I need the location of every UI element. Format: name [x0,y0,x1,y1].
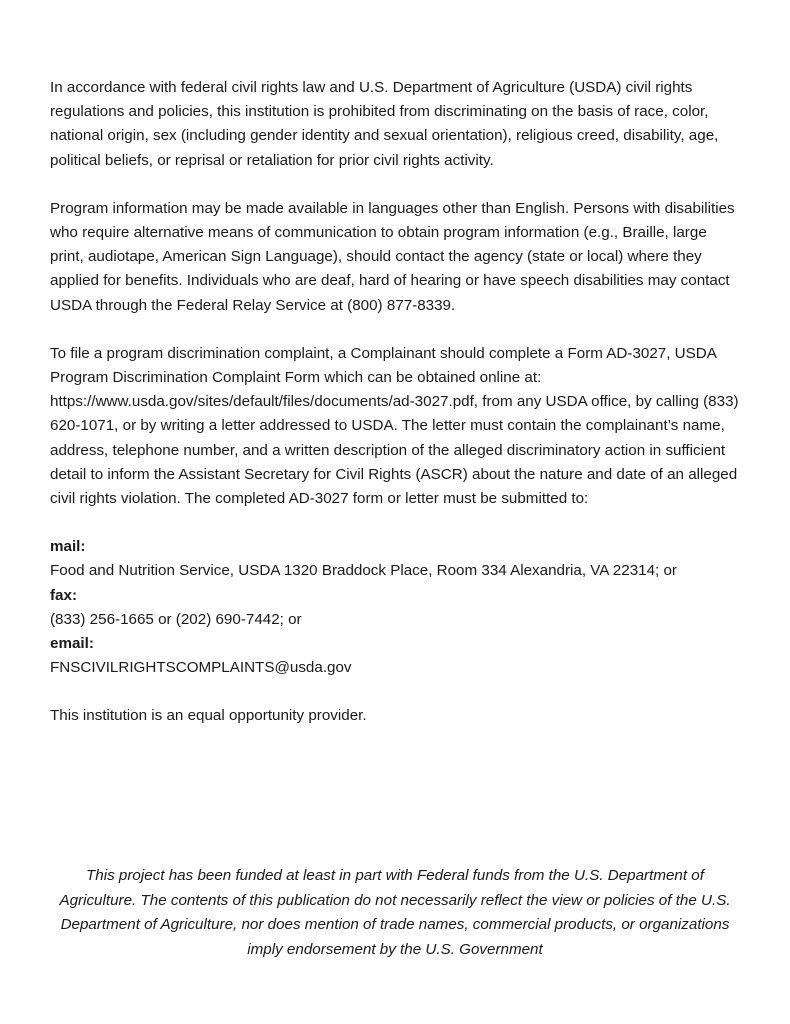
email-address: FNSCIVILRIGHTSCOMPLAINTS@usda.gov [50,659,352,677]
mail-address: Food and Nutrition Service, USDA 1320 Braddock Place, Room 334 Alexandria, VA 22314; or [50,562,677,580]
fax-numbers: (833) 256-1665 or (202) 690-7442; or [50,610,302,628]
complaint-filing-paragraph: To file a program discrimination complaint, a Complainant should complete a Form AD-3027, USDA Program Discrimination Complaint Form which can be obtained online at: https://www.usda.gov/sites/default/files/documents/ad-3027.pdf, from any USDA office, by calling (833) 620-1071, or by writing a letter addressed to USDA. The letter must contain the complainant’s name, address, telephone number, and a written description of the alleged discriminatory action in sufficient detail to inform the Assistant Secretary for Civil Rights (ASCR) about the nature and date of an alleged civil rights violation. The completed AD-3027 form or letter must be submitted to: [50,344,739,508]
program-information-paragraph: Program information may be made available in languages other than English. Persons with disabilities who require alternative means of communication to obtain program information (e.g., Braille, large print, audiotape, American Sign Language), should contact the agency (state or local) where they applied for benefits. Individuals who are deaf, hard of hearing or have speech disabilities may contact USDA through the Federal Relay Service at (800) 877-8339. [50,199,735,314]
civil-rights-paragraph: In accordance with federal civil rights law and U.S. Department of Agriculture (USDA) civil rights regulations and policies, this institution is prohibited from discriminating on the basis of race, color, national origin, sex (including gender identity and sexual orientation), religious creed, disability, age, political beliefs, or reprisal or retaliation for prior civil rights activity. [50,79,719,169]
mail-label: mail: [50,538,86,556]
contact-methods [50,535,740,680]
fax-label: fax: [50,586,78,604]
email-label: email: [50,635,94,653]
funding-disclaimer: This project has been funded at least in part with Federal funds from the U.S. Department of Agriculture. The contents of this publication do not necessarily reflect the view or policies of the U.S. Department of Agriculture, nor does mention of trade names, commercial products, or organizations imply endorsement by the U.S. Government [59,867,731,958]
equal-opportunity-statement: This institution is an equal opportunity provider. [50,707,367,725]
nondiscrimination-statement [50,76,740,753]
